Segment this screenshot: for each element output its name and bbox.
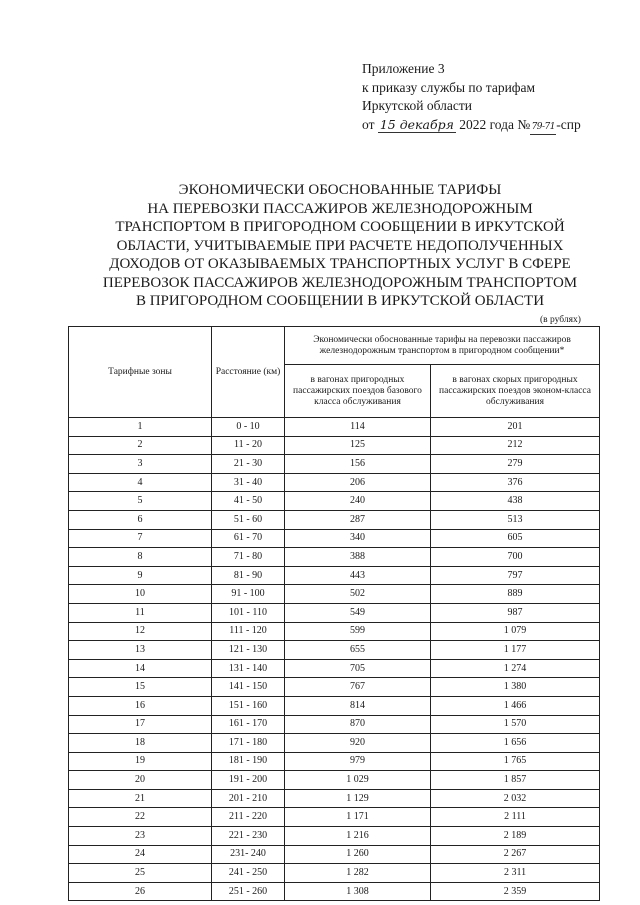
title-line: ОБЛАСТИ, УЧИТЫВАЕМЫЕ ПРИ РАСЧЕТЕ НЕДОПОЛУЧЕННЫХ bbox=[116, 237, 564, 254]
table-row bbox=[69, 845, 600, 864]
cell-zone: 8 bbox=[69, 548, 212, 567]
table-row bbox=[69, 659, 600, 678]
cell-basic-tariff: 1 216 bbox=[285, 827, 431, 846]
cell-basic-tariff: 388 bbox=[285, 548, 431, 567]
cell-basic-tariff: 979 bbox=[285, 752, 431, 771]
cell-distance: 211 - 220 bbox=[212, 808, 285, 827]
cell-zone: 22 bbox=[69, 808, 212, 827]
cell-zone: 13 bbox=[69, 641, 212, 660]
cell-express-tariff: 605 bbox=[431, 529, 600, 548]
cell-basic-tariff: 705 bbox=[285, 659, 431, 678]
table-row bbox=[69, 622, 600, 641]
table-row bbox=[69, 585, 600, 604]
title-line: ТРАНСПОРТОМ В ПРИГОРОДНОМ СООБЩЕНИИ В ИРКУТСКОЙ bbox=[115, 219, 565, 235]
table-row bbox=[69, 752, 600, 771]
cell-zone: 25 bbox=[69, 864, 212, 883]
cell-basic-tariff: 1 171 bbox=[285, 808, 431, 827]
cell-express-tariff: 1 466 bbox=[431, 696, 600, 715]
title-line: ПЕРЕВОЗОК ПАССАЖИРОВ ЖЕЛЕЗНОДОРОЖНЫМ ТРАНСПОРТОМ bbox=[102, 274, 578, 291]
table-row bbox=[69, 548, 600, 567]
cell-express-tariff: 1 857 bbox=[431, 771, 600, 790]
cell-express-tariff: 1 765 bbox=[431, 752, 600, 771]
table-row bbox=[69, 566, 600, 585]
table-row bbox=[69, 678, 600, 697]
table-row bbox=[69, 789, 600, 808]
cell-zone: 11 bbox=[69, 603, 212, 622]
cell-distance: 41 - 50 bbox=[212, 492, 285, 511]
cell-basic-tariff: 920 bbox=[285, 734, 431, 753]
title-line: НА ПЕРЕВОЗКИ ПАССАЖИРОВ ЖЕЛЕЗНОДОРОЖНЫМ bbox=[147, 200, 533, 217]
cell-distance: 191 - 200 bbox=[212, 771, 285, 790]
cell-distance: 0 - 10 bbox=[212, 418, 285, 437]
cell-basic-tariff: 156 bbox=[285, 455, 431, 474]
cell-express-tariff: 700 bbox=[431, 548, 600, 567]
cell-distance: 121 - 130 bbox=[212, 641, 285, 660]
cell-basic-tariff: 1 129 bbox=[285, 789, 431, 808]
cell-distance: 251 - 260 bbox=[212, 882, 285, 901]
tariff-table bbox=[68, 326, 600, 901]
cell-express-tariff: 1 177 bbox=[431, 641, 600, 660]
cell-distance: 111 - 120 bbox=[212, 622, 285, 641]
cell-zone: 12 bbox=[69, 622, 212, 641]
table-row bbox=[69, 418, 600, 437]
cell-basic-tariff: 655 bbox=[285, 641, 431, 660]
cell-distance: 201 - 210 bbox=[212, 789, 285, 808]
cell-distance: 141 - 150 bbox=[212, 678, 285, 697]
table-row bbox=[69, 641, 600, 660]
cell-distance: 101 - 110 bbox=[212, 603, 285, 622]
handwritten-date: 15 декабря bbox=[379, 116, 454, 132]
cell-express-tariff: 889 bbox=[431, 585, 600, 604]
cell-zone: 7 bbox=[69, 529, 212, 548]
cell-distance: 151 - 160 bbox=[212, 696, 285, 715]
cell-express-tariff: 279 bbox=[431, 455, 600, 474]
appendix-order-line: к приказу службы по тарифам bbox=[362, 79, 536, 95]
table-row bbox=[69, 771, 600, 790]
cell-basic-tariff: 125 bbox=[285, 436, 431, 455]
header-distance: Расстояние (км) bbox=[212, 327, 285, 418]
cell-distance: 31 - 40 bbox=[212, 473, 285, 492]
cell-zone: 15 bbox=[69, 678, 212, 697]
units-label: (в рублях) bbox=[540, 315, 581, 325]
cell-express-tariff: 438 bbox=[431, 492, 600, 511]
cell-express-tariff: 513 bbox=[431, 510, 600, 529]
header-tariff-zones: Тарифные зоны bbox=[69, 327, 212, 418]
cell-zone: 23 bbox=[69, 827, 212, 846]
table-row bbox=[69, 510, 600, 529]
cell-express-tariff: 2 267 bbox=[431, 845, 600, 864]
cell-zone: 24 bbox=[69, 845, 212, 864]
cell-express-tariff: 1 079 bbox=[431, 622, 600, 641]
cell-zone: 6 bbox=[69, 510, 212, 529]
table-row bbox=[69, 882, 600, 901]
cell-express-tariff: 1 656 bbox=[431, 734, 600, 753]
cell-zone: 16 bbox=[69, 696, 212, 715]
cell-express-tariff: 987 bbox=[431, 603, 600, 622]
table-row bbox=[69, 436, 600, 455]
cell-basic-tariff: 443 bbox=[285, 566, 431, 585]
cell-basic-tariff: 1 308 bbox=[285, 882, 431, 901]
appendix-region-line: Иркутской области bbox=[362, 98, 473, 113]
appendix-title: Приложение 3 bbox=[362, 61, 445, 76]
cell-express-tariff: 1 274 bbox=[431, 659, 600, 678]
table-row bbox=[69, 808, 600, 827]
cell-zone: 26 bbox=[69, 882, 212, 901]
appendix-header bbox=[362, 60, 612, 135]
cell-zone: 1 bbox=[69, 418, 212, 437]
cell-basic-tariff: 287 bbox=[285, 510, 431, 529]
year-text: 2022 года № bbox=[459, 116, 531, 132]
header-express-economy: в вагонах скорых пригородных пассажирских поездов эконом-класса обслуживания bbox=[431, 365, 600, 418]
cell-distance: 81 - 90 bbox=[212, 566, 285, 585]
cell-distance: 241 - 250 bbox=[212, 864, 285, 883]
table-row bbox=[69, 696, 600, 715]
table-row bbox=[69, 734, 600, 753]
cell-zone: 2 bbox=[69, 436, 212, 455]
table-row bbox=[69, 492, 600, 511]
title-line: ЭКОНОМИЧЕСКИ ОБОСНОВАННЫЕ ТАРИФЫ bbox=[178, 182, 502, 198]
cell-zone: 4 bbox=[69, 473, 212, 492]
cell-express-tariff: 376 bbox=[431, 473, 600, 492]
cell-express-tariff: 2 311 bbox=[431, 864, 600, 883]
cell-express-tariff: 2 111 bbox=[431, 808, 600, 827]
table-row bbox=[69, 473, 600, 492]
table-row bbox=[69, 827, 600, 846]
cell-basic-tariff: 206 bbox=[285, 473, 431, 492]
cell-basic-tariff: 767 bbox=[285, 678, 431, 697]
cell-basic-tariff: 240 bbox=[285, 492, 431, 511]
cell-zone: 17 bbox=[69, 715, 212, 734]
cell-distance: 11 - 20 bbox=[212, 436, 285, 455]
date-prefix: от bbox=[362, 116, 375, 132]
cell-express-tariff: 212 bbox=[431, 436, 600, 455]
document-title bbox=[60, 181, 620, 311]
cell-distance: 71 - 80 bbox=[212, 548, 285, 567]
cell-express-tariff: 2 032 bbox=[431, 789, 600, 808]
cell-distance: 161 - 170 bbox=[212, 715, 285, 734]
cell-zone: 14 bbox=[69, 659, 212, 678]
table-row bbox=[69, 864, 600, 883]
cell-zone: 18 bbox=[69, 734, 212, 753]
cell-distance: 181 - 190 bbox=[212, 752, 285, 771]
table-row bbox=[69, 529, 600, 548]
cell-express-tariff: 1 380 bbox=[431, 678, 600, 697]
cell-express-tariff: 2 359 bbox=[431, 882, 600, 901]
cell-distance: 61 - 70 bbox=[212, 529, 285, 548]
cell-distance: 21 - 30 bbox=[212, 455, 285, 474]
cell-basic-tariff: 1 260 bbox=[285, 845, 431, 864]
cell-basic-tariff: 502 bbox=[285, 585, 431, 604]
cell-distance: 231- 240 bbox=[212, 845, 285, 864]
cell-distance: 171 - 180 bbox=[212, 734, 285, 753]
cell-distance: 131 - 140 bbox=[212, 659, 285, 678]
cell-basic-tariff: 870 bbox=[285, 715, 431, 734]
cell-zone: 9 bbox=[69, 566, 212, 585]
handwritten-number: 79-71 bbox=[530, 120, 556, 135]
cell-zone: 3 bbox=[69, 455, 212, 474]
cell-distance: 91 - 100 bbox=[212, 585, 285, 604]
cell-distance: 51 - 60 bbox=[212, 510, 285, 529]
cell-basic-tariff: 549 bbox=[285, 603, 431, 622]
header-tariff-group: Экономически обоснованные тарифы на перевозки пассажиров железнодорожным транспортом в пригородном сообщении* bbox=[285, 327, 600, 365]
cell-zone: 5 bbox=[69, 492, 212, 511]
cell-basic-tariff: 1 282 bbox=[285, 864, 431, 883]
title-line: ДОХОДОВ ОТ ОКАЗЫВАЕМЫХ ТРАНСПОРТНЫХ УСЛУГ В СФЕРЕ bbox=[109, 256, 571, 272]
number-suffix: -спр bbox=[556, 116, 581, 132]
cell-express-tariff: 2 189 bbox=[431, 827, 600, 846]
appendix-date-line bbox=[362, 116, 612, 135]
cell-distance: 221 - 230 bbox=[212, 827, 285, 846]
cell-basic-tariff: 599 bbox=[285, 622, 431, 641]
cell-basic-tariff: 114 bbox=[285, 418, 431, 437]
header-basic-class: в вагонах пригородных пассажирских поездов базового класса обслуживания bbox=[285, 365, 431, 418]
cell-zone: 20 bbox=[69, 771, 212, 790]
cell-express-tariff: 201 bbox=[431, 418, 600, 437]
cell-express-tariff: 1 570 bbox=[431, 715, 600, 734]
table-row bbox=[69, 603, 600, 622]
table-row bbox=[69, 455, 600, 474]
cell-basic-tariff: 1 029 bbox=[285, 771, 431, 790]
cell-basic-tariff: 814 bbox=[285, 696, 431, 715]
cell-express-tariff: 797 bbox=[431, 566, 600, 585]
title-line: В ПРИГОРОДНОМ СООБЩЕНИИ В ИРКУТСКОЙ ОБЛАСТИ bbox=[135, 293, 545, 309]
cell-zone: 10 bbox=[69, 585, 212, 604]
cell-basic-tariff: 340 bbox=[285, 529, 431, 548]
cell-zone: 21 bbox=[69, 789, 212, 808]
cell-zone: 19 bbox=[69, 752, 212, 771]
table-body bbox=[69, 418, 600, 901]
table-row bbox=[69, 715, 600, 734]
